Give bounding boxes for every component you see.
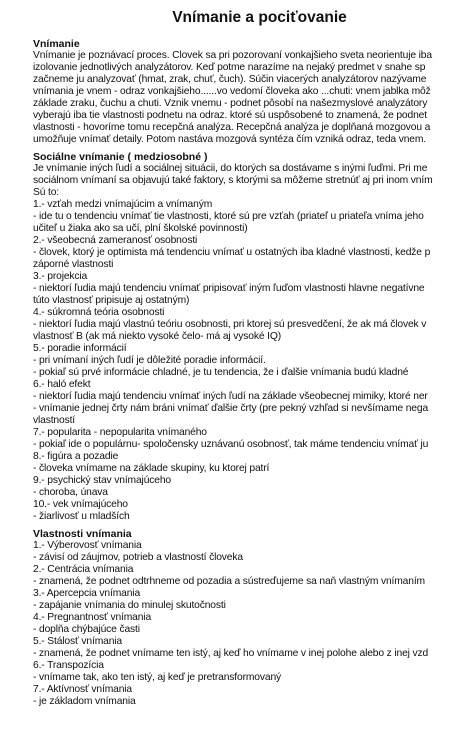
section-vnimanie bbox=[33, 38, 452, 146]
list-item: vlastnosť B (ak má niekto vysoké čelo- má aj vysoké IQ) bbox=[33, 331, 281, 342]
list-item: - pri vnímaní iných ľudí je dôležité poradie informácií. bbox=[33, 355, 266, 366]
list-item: 6.- Transpozícia bbox=[33, 660, 104, 671]
list-item: - niektorí ľudia majú tendenciu vnímať pripisovať iným ľuďom vlastnosti hlavne negatívne bbox=[33, 283, 425, 294]
list-item: 5.- poradie informácií bbox=[33, 343, 127, 354]
paragraph-line: sociálnom vnímaní sa objavujú také faktory, s ktorými sa môžeme stretnúť aj pri inom vním bbox=[33, 175, 433, 186]
section-vlastnosti-vnimania bbox=[33, 528, 452, 708]
paragraph-line: vnímania je vnem - odraz vonkajšieho......vo vedomí človeka ako ...chuti: vnem jablka môž bbox=[33, 86, 431, 97]
list-item: 5.- Stálosť vnímania bbox=[33, 636, 122, 647]
section-heading: Vlastnosti vnímania bbox=[33, 528, 132, 540]
list-item: 2.- Centrácia vnímania bbox=[33, 564, 134, 575]
list-item: - pokiaľ sú prvé informácie chladné, je tu tendencia, že i ďalšie vnímania budú kladné bbox=[33, 367, 409, 378]
list-item: - vnímame tak, ako ten istý, aj keď je pretransformovaný bbox=[33, 672, 282, 683]
list-item: 9.- psychický stav vnímajúceho bbox=[33, 475, 171, 486]
list-item: 3.- Apercepcia vnímania bbox=[33, 588, 141, 599]
list-item: - vnímanie jednej črty nám bráni vnímať ďalšie črty (pre pekný vzhľad si nevšímame nega bbox=[33, 403, 429, 414]
paragraph-line: základe zraku, čuchu a chuti. Vznik vnemu - podnet pôsobí na našezmyslové analyzátory bbox=[33, 98, 428, 109]
list-item: - človeka vnímame na základe skupiny, ku ktorej patrí bbox=[33, 463, 270, 474]
list-item: - človek, ktorý je optimista má tendenciu vnímať u ostatných iba kladné vlastnosti, kedže p bbox=[33, 247, 431, 258]
paragraph-line: umožňuje vnímať detaily. Potom nastáva mozgová syntéza čím vzniká odraz, teda vnem. bbox=[33, 134, 426, 145]
list-item: 4.- Pregnantnosť vnímania bbox=[33, 612, 152, 623]
document-page bbox=[33, 8, 452, 708]
list-item: 1.- Výberovosť vnímania bbox=[33, 540, 142, 551]
list-item: 6.- haló efekt bbox=[33, 379, 91, 390]
list-item: túto vlastnosť pripisuje aj ostatným) bbox=[33, 295, 190, 306]
list-item: 1.- vzťah medzi vnímajúcim a vnímaným bbox=[33, 199, 213, 210]
list-item: 2.- všeobecná zameranosť osobnosti bbox=[33, 235, 198, 246]
list-item: - niektorí ľudia majú vlastnú teóriu osobnosti, pri ktorej sú presvedčení, že ak má človek v bbox=[33, 319, 427, 330]
list-item: vlastností bbox=[33, 415, 75, 426]
list-item: - zapájanie vnímania do minulej skutočnosti bbox=[33, 600, 226, 611]
list-item: - choroba, únava bbox=[33, 487, 108, 498]
list-item: - niektorí ľudia majú tendenciu vnímať iných ľudí na základe všeobecnej mimiky, ktoré ner bbox=[33, 391, 428, 402]
list-item: učiteľ u žiaka ako sa učí, plní školské povinnosti) bbox=[33, 223, 248, 234]
section-heading: Vnímanie bbox=[33, 38, 80, 50]
paragraph-line: začneme ju analyzovať (hmat, zrak, chuť, čuch). Súčin viacerých analyzátorov nazývame bbox=[33, 74, 427, 85]
paragraph-line: vyberajú iba tie vlastnosti podnetu na odraz. ktoré sú uspôsobené to znamená, že podnet bbox=[33, 110, 427, 121]
list-item: 4.- súkromná teória osobnosti bbox=[33, 307, 165, 318]
list-item: 3.- projekcia bbox=[33, 271, 88, 282]
list-item: - je základom vnímania bbox=[33, 696, 136, 707]
section-heading: Sociálne vnímanie ( medziosobné ) bbox=[33, 151, 208, 163]
paragraph-line: izolovanie jednotlivých analyzátorov. Keď potme narazíme na nejaký predmet v snahe sp bbox=[33, 62, 426, 73]
document-title: Vnímanie a pociťovanie bbox=[172, 9, 347, 26]
list-item: - znamená, že podnet vnímame ten istý, aj keď ho vnímame v inej polohe alebo z inej vzd bbox=[33, 648, 429, 659]
paragraph-line: Je vnímanie iných ľudí a sociálnej situácii, do ktorých sa dostávame s inými ľuďmi. Pri me bbox=[33, 163, 428, 174]
list-item: 10.- vek vnímajúceho bbox=[33, 499, 128, 510]
list-item: záporné vlastnosti bbox=[33, 259, 114, 270]
paragraph-line: Sú to: bbox=[33, 187, 60, 198]
paragraph-line: Vnímanie je poznávací proces. Clovek sa pri pozorovaní vonkajšieho sveta neorientuje iba bbox=[33, 50, 432, 61]
section-socialne-vnimanie bbox=[33, 151, 452, 523]
list-item: - doplňa chýbajúce časti bbox=[33, 624, 140, 635]
paragraph-line: vlastnosti - hovoríme tomu recepčná analýza. Recepčná analýza je doplňaná mozgovou a bbox=[33, 122, 431, 133]
list-item: - závisí od záujmov, potrieb a vlastností človeka bbox=[33, 552, 243, 563]
list-item: - žiarlivosť u mladších bbox=[33, 511, 130, 522]
list-item: - pokiaľ ide o populárnu- spoločensky uznávanú osobnosť, tak máme tendenciu vnímať ju bbox=[33, 439, 429, 450]
list-item: 7.- popularita - nepopularita vnímaného bbox=[33, 427, 207, 438]
list-item: - znamená, že podnet odtrhneme od pozadia a sústreďujeme sa naň vlastným vnímaním bbox=[33, 576, 425, 587]
list-item: - ide tu o tendenciu vnímať tie vlastnosti, ktoré sú pre vzťah (priateľ u priateľa vníma jeho bbox=[33, 211, 424, 222]
list-item: 7.- Aktívnosť vnímania bbox=[33, 684, 133, 695]
list-item: 8.- figúra a pozadie bbox=[33, 451, 119, 462]
